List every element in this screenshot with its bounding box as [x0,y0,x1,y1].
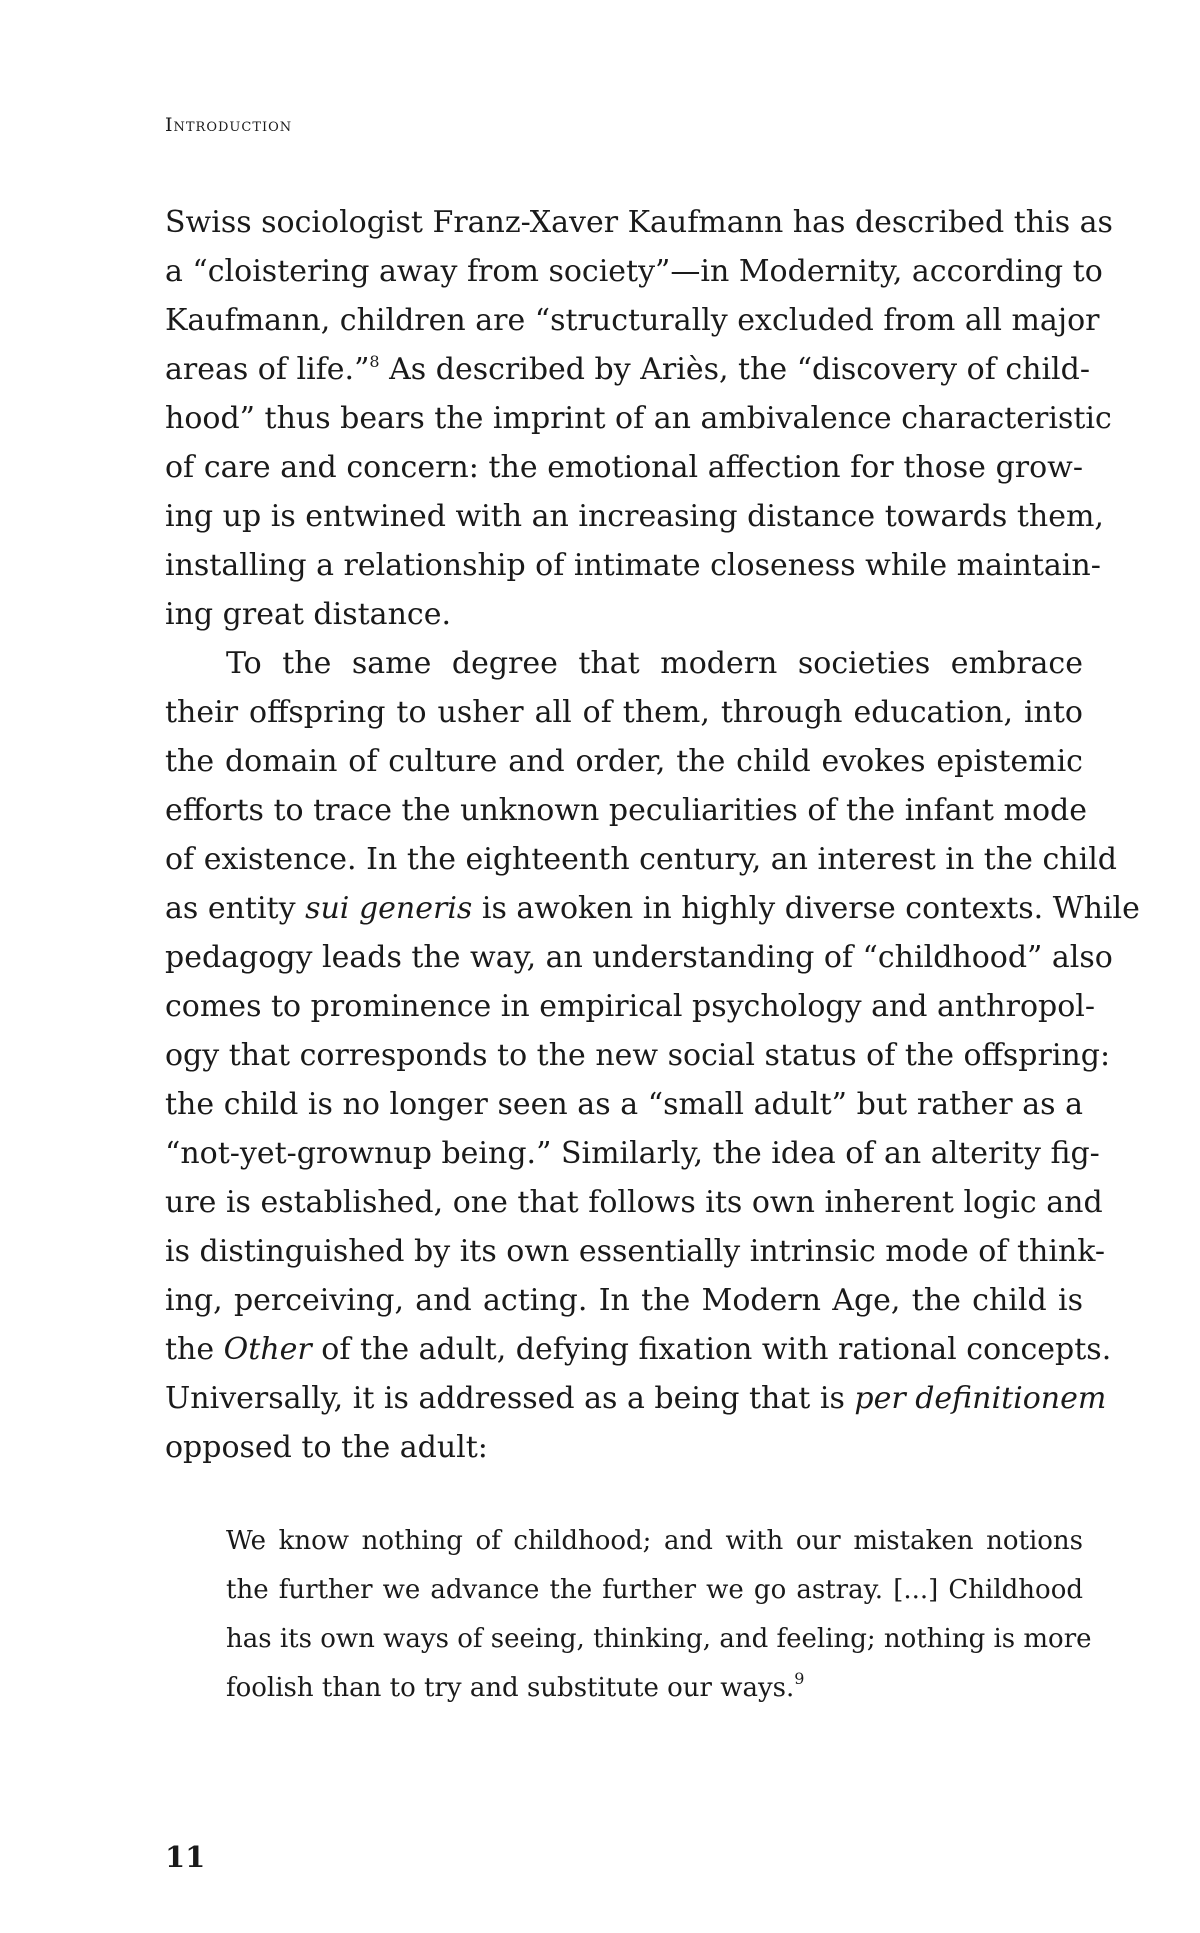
text-line: of care and concern: the emotional affection for those grow- [165,450,1083,485]
text-line: Kaufmann, children are “structurally excluded from all major [165,303,1100,338]
block-quote [226,1517,1092,1713]
text-line [165,884,1140,933]
text-line: ing, perceiving, and acting. In the Modern Age, the child is [165,1283,1083,1318]
text-span: foolish than to try and substitute our ways. [226,1673,795,1703]
text-line: hood” thus bears the imprint of an ambivalence characteristic [165,401,1112,436]
footnote-marker: 9 [794,1669,805,1688]
text-line: ogy that corresponds to the new social status of the offspring: [165,1038,1111,1073]
paragraph-1 [165,198,1113,639]
text-line: is distinguished by its own essentially intrinsic mode of think- [165,1234,1106,1269]
text-span: is awoken in highly diverse contexts. While [472,891,1140,926]
italic-term: sui generis [305,891,473,926]
text-line: installing a relationship of intimate closeness while maintain- [165,548,1101,583]
text-line: a “cloistering away from society”—in Modernity, according to [165,254,1103,289]
text-line: the domain of culture and order, the child evokes epistemic [165,744,1083,779]
body-text [165,198,1140,1472]
text-line [165,1325,1112,1374]
text-line: opposed to the adult: [165,1430,488,1465]
text-line: comes to prominence in empirical psychology and anthropol- [165,989,1095,1024]
text-line: ing up is entwined with an increasing distance towards them, [165,499,1104,534]
text-span: as entity [165,891,306,926]
text-span: the [165,1332,224,1367]
italic-term: per definitionem [854,1381,1107,1416]
text-line: the child is no longer seen as a “small adult” but rather as a [165,1087,1083,1122]
quote-line: has its own ways of seeing, thinking, and feeling; nothing is more [226,1624,1092,1654]
text-line: “not-yet-grownup being.” Similarly, the idea of an alterity fig- [165,1136,1100,1171]
text-line: efforts to trace the unknown peculiarities of the infant mode [165,793,1087,828]
text-line [165,345,1090,394]
running-head: Introduction [165,114,293,136]
text-line: ure is established, one that follows its own inherent logic and [165,1185,1103,1220]
text-line: of existence. In the eighteenth century, an interest in the child [165,842,1117,877]
paragraph-2 [165,639,1140,1472]
text-span: As described by Ariès, the “discovery of child- [379,352,1090,387]
text-line: their offspring to usher all of them, through education, into [165,695,1083,730]
text-span: of the adult, defying fixation with rational concepts. [311,1332,1112,1367]
text-line: To the same degree that modern societies embrace [226,646,1083,681]
quote-line: the further we advance the further we go astray. [...] Childhood [226,1575,1083,1605]
text-line [165,1374,1107,1423]
text-span: areas of life.” [165,352,370,387]
page-number: 11 [165,1840,206,1874]
text-line: pedagogy leads the way, an understanding of “childhood” also [165,940,1113,975]
text-line: ing great distance. [165,597,451,632]
footnote-marker: 8 [369,352,380,371]
text-line: Swiss sociologist Franz-Xaver Kaufmann has described this as [165,205,1113,240]
text-span: Universally, it is addressed as a being that is [165,1381,855,1416]
quote-line: We know nothing of childhood; and with our mistaken notions [226,1526,1083,1556]
quote-line [226,1664,1083,1713]
italic-term: Other [223,1332,312,1367]
